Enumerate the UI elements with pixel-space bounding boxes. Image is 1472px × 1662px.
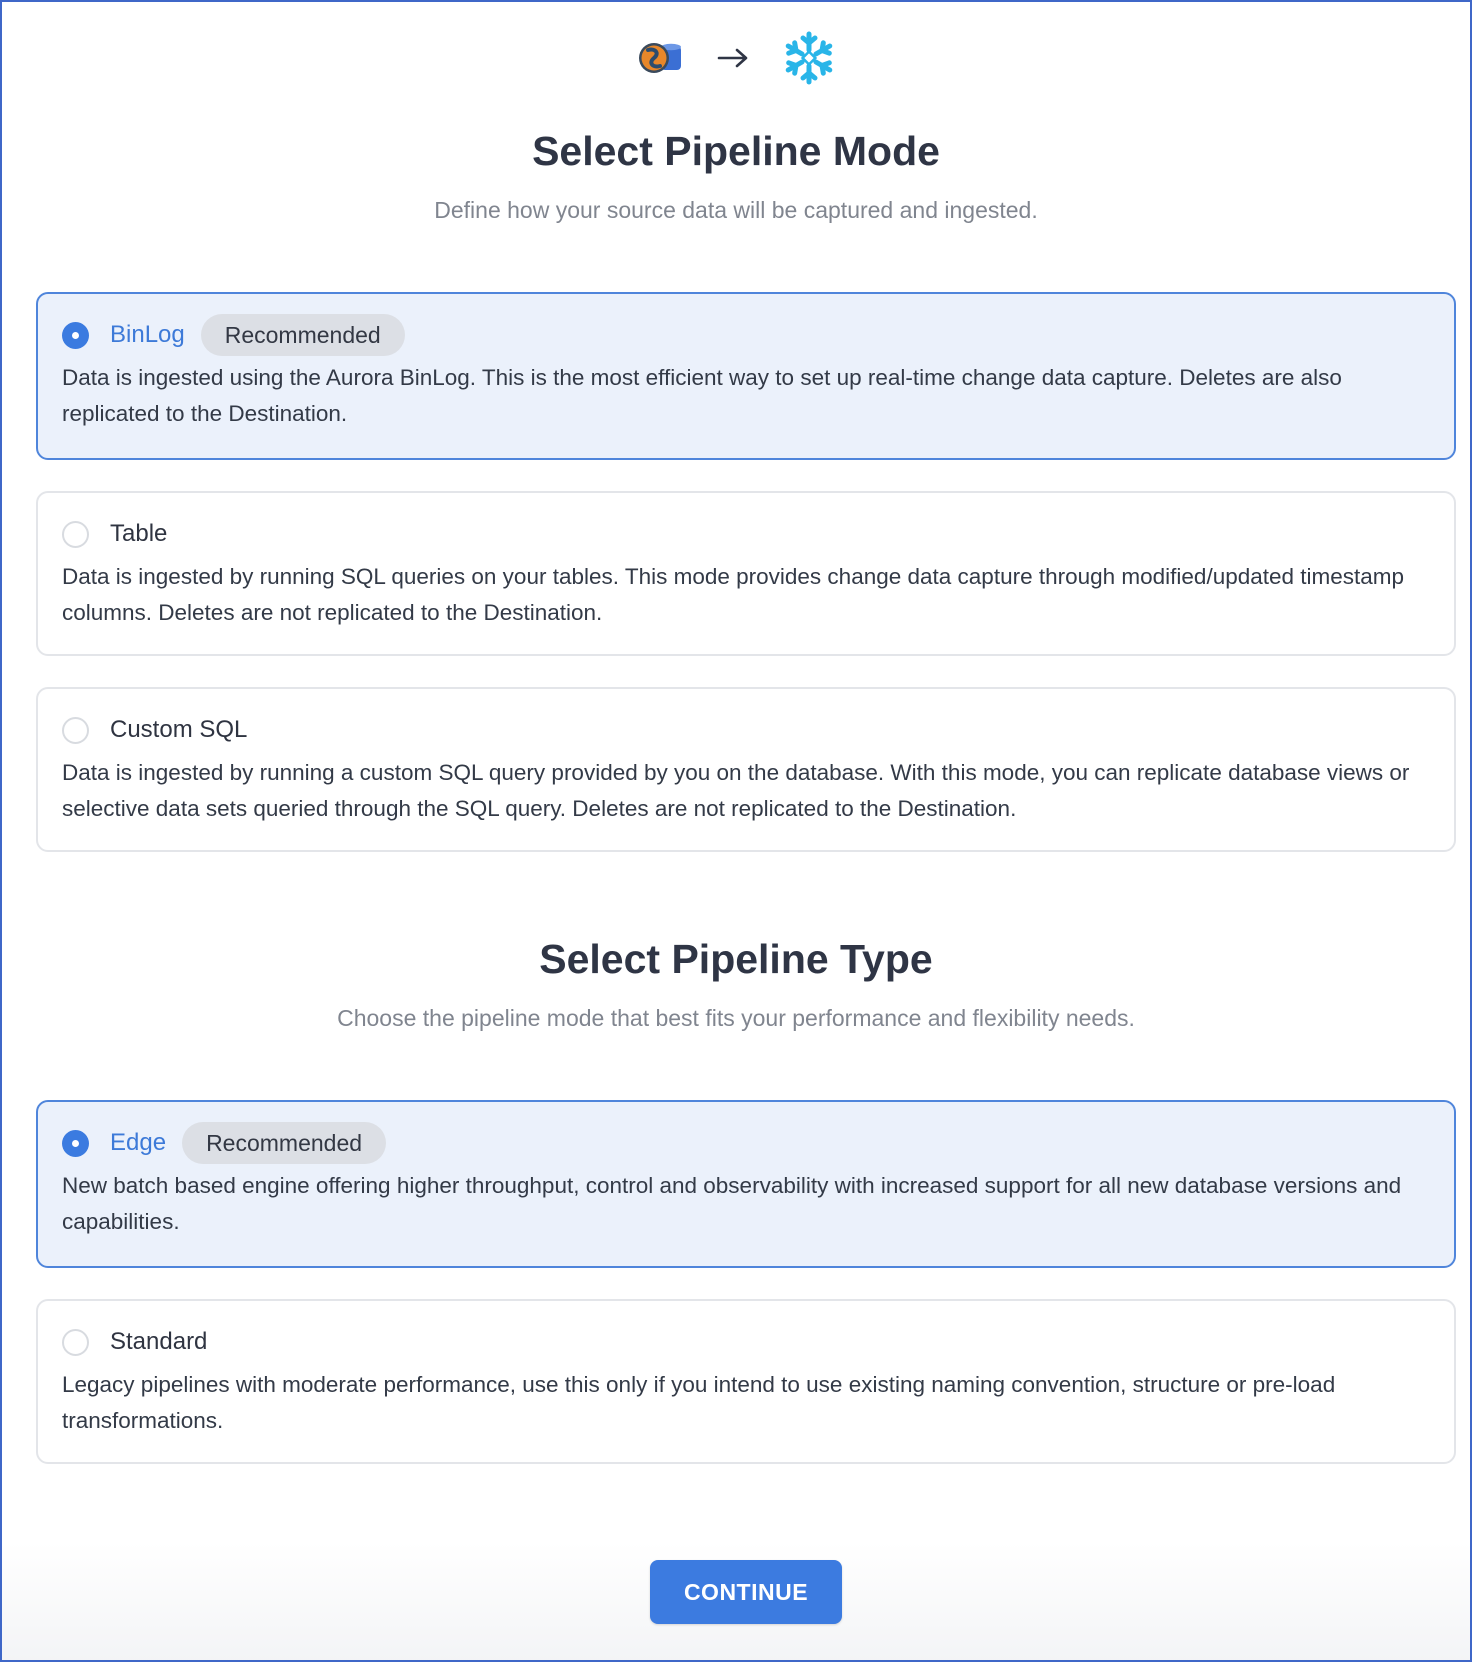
option-label: Custom SQL (110, 716, 248, 743)
snowflake-icon (781, 30, 837, 86)
aurora-mysql-icon (635, 36, 685, 80)
option-label: BinLog (110, 321, 185, 348)
type-section-subtitle: Choose the pipeline mode that best fits your performance and flexibility needs. (337, 1005, 1135, 1031)
type-option-standard[interactable] (36, 1299, 1456, 1464)
option-description: Data is ingested by running a custom SQL query provided by you on the database. With this mode, you can replicate database views or selective data sets queried through the SQL query. Deletes are not replicated to the Destination. (62, 760, 1410, 821)
recommended-badge: Recommended (201, 314, 405, 356)
radio-binlog[interactable] (62, 322, 89, 349)
recommended-badge: Recommended (182, 1122, 386, 1164)
option-label: Edge (110, 1129, 167, 1156)
mode-section-title: Select Pipeline Mode (532, 128, 940, 174)
option-description: New batch based engine offering higher throughput, control and observability with increased support for all new database versions and capabilities. (62, 1173, 1402, 1234)
mode-section-subtitle: Define how your source data will be captured and ingested. (434, 197, 1038, 223)
radio-edge[interactable] (62, 1130, 89, 1157)
radio-table[interactable] (62, 521, 89, 548)
option-description: Data is ingested using the Aurora BinLog. This is the most efficient way to set up real-time change data capture. Deletes are also replicated to the Destination. (62, 365, 1342, 426)
radio-standard[interactable] (62, 1329, 89, 1356)
type-section-title: Select Pipeline Type (539, 936, 933, 982)
option-description: Data is ingested by running SQL queries on your tables. This mode provides change data capture through modified/updated timestamp columns. Deletes are not replicated to the Destination. (62, 564, 1405, 625)
option-label: Standard (110, 1328, 208, 1355)
radio-custom-sql[interactable] (62, 717, 89, 744)
connection-logos (2, 30, 1470, 86)
option-label: Table (110, 520, 168, 547)
option-description: Legacy pipelines with moderate performance, use this only if you intend to use existing naming convention, structure or pre-load transformations. (62, 1372, 1336, 1433)
right-arrow-icon (715, 46, 751, 70)
continue-button[interactable]: CONTINUE (650, 1560, 842, 1624)
type-option-edge[interactable] (36, 1100, 1456, 1268)
mode-option-custom-sql[interactable] (36, 687, 1456, 852)
mode-option-binlog[interactable] (36, 292, 1456, 460)
mode-option-table[interactable] (36, 491, 1456, 656)
